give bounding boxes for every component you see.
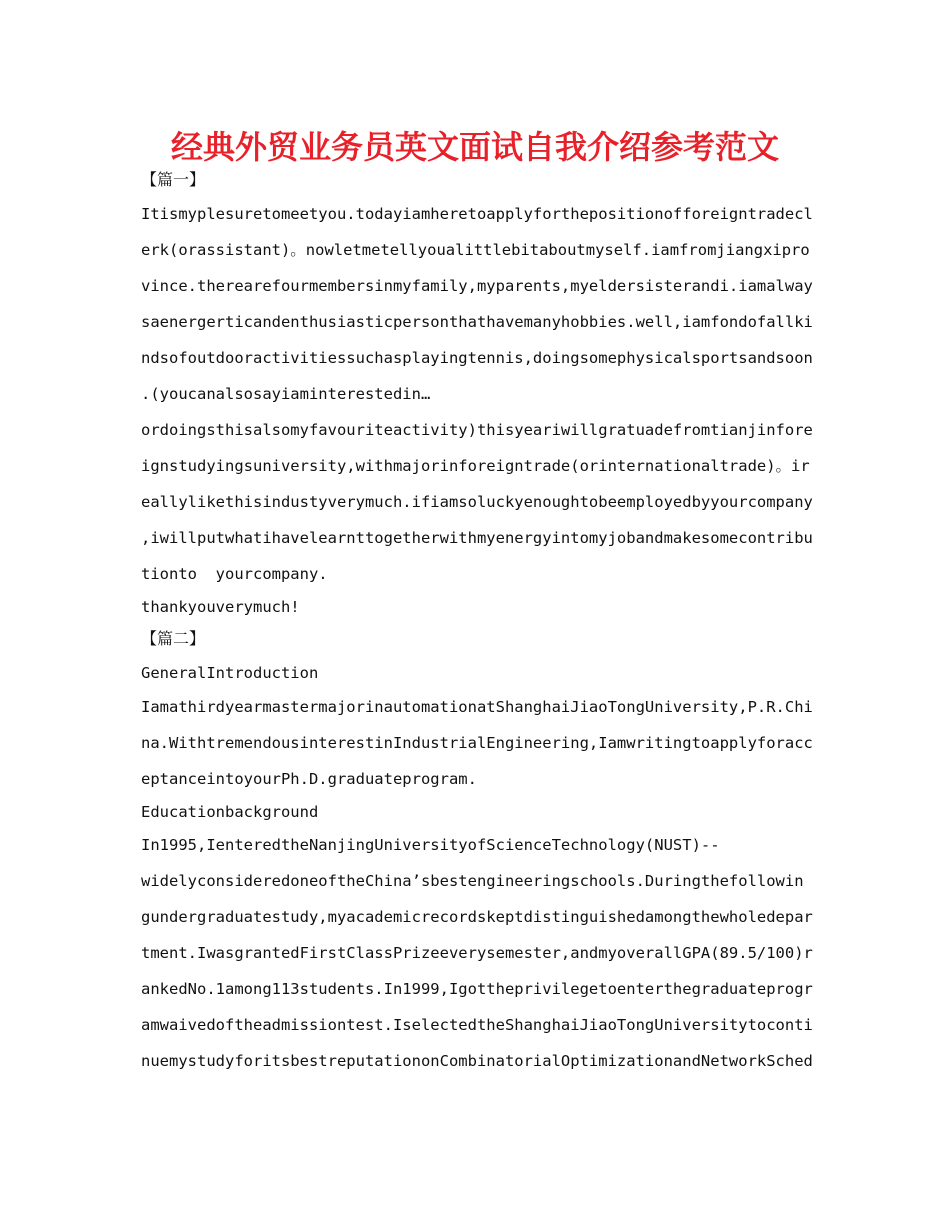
paragraph-line: gundergraduatestudy,myacademicrecordskeptdistinguishedamongthewholedepar <box>141 908 813 926</box>
section-1-paragraph <box>141 202 813 595</box>
section-2-label: 【篇二】 <box>141 629 206 648</box>
paragraph-line: na.WithtremendousinterestinIndustrialEngineering,Iamwritingtoapplyforacc <box>141 734 813 752</box>
paragraph-line: widelyconsideredoneoftheChina’sbestengineeringschools.Duringthefollowin <box>141 872 804 890</box>
paragraph-line: In1995,IenteredtheNanjingUniversityofScienceTechnology(NUST)-- <box>141 836 720 854</box>
general-introduction-paragraph <box>141 695 813 800</box>
paragraph-line: ,iwillputwhatihavelearnttogetherwithmyenergyintomyjobandmakesomecontribu <box>141 529 813 547</box>
paragraph-line: tionto yourcompany. <box>141 565 328 583</box>
paragraph-line: IamathirdyearmastermajorinautomationatShanghaiJiaoTongUniversity,P.R.Chi <box>141 698 813 716</box>
paragraph-line: eptanceintoyourPh.D.graduateprogram. <box>141 770 477 788</box>
paragraph-line: eallylikethisindustyverymuch.ifiamsoluckyenoughtobeemployedbyyourcompany <box>141 493 813 511</box>
paragraph-line: ordoingsthisalsomyfavouriteactivity)thisyeariwillgratuadefromtianjinfore <box>141 421 813 439</box>
general-introduction-heading: GeneralIntroduction <box>141 664 319 682</box>
paragraph-line: tment.IwasgrantedFirstClassPrizeeverysemester,andmyoverallGPA(89.5/100)r <box>141 944 813 962</box>
document-title: 经典外贸业务员英文面试自我介绍参考范文 <box>170 128 779 166</box>
section-1-label: 【篇一】 <box>141 170 206 189</box>
section-1-closing: thankyouverymuch! <box>141 598 300 616</box>
paragraph-line: Itismyplesuretomeetyou.todayiamheretoapplyforthepositionofforeigntradecl <box>141 205 813 223</box>
education-background-heading: Educationbackground <box>141 803 319 821</box>
paragraph-line: amwaivedoftheadmissiontest.IselectedtheShanghaiJiaoTongUniversitytoconti <box>141 1016 813 1034</box>
paragraph-line: nuemystudyforitsbestreputationonCombinatorialOptimizationandNetworkSched <box>141 1052 813 1070</box>
paragraph-line: ndsofoutdooractivitiessuchasplayingtennis,doingsomephysicalsportsandsoon <box>141 349 813 367</box>
paragraph-line: erk(orassistant)。nowletmetellyoualittlebitaboutmyself.iamfromjiangxipro <box>141 241 810 259</box>
paragraph-line: ignstudyingsuniversity,withmajorinforeigntrade(orinternationaltrade)。ir <box>141 457 810 475</box>
paragraph-line: .(youcanalsosayiaminterestedin… <box>141 385 431 403</box>
paragraph-line: saenergerticandenthusiasticpersonthathavemanyhobbies.well,iamfondofallki <box>141 313 813 331</box>
document-body <box>141 166 813 1085</box>
paragraph-line: ankedNo.1among113students.In1999,Igottheprivilegetoenterthegraduateprogr <box>141 980 813 998</box>
paragraph-line: vince.therearefourmembersinmyfamily,myparents,myeldersisterandi.iamalway <box>141 277 813 295</box>
education-background-paragraph <box>141 833 813 1085</box>
